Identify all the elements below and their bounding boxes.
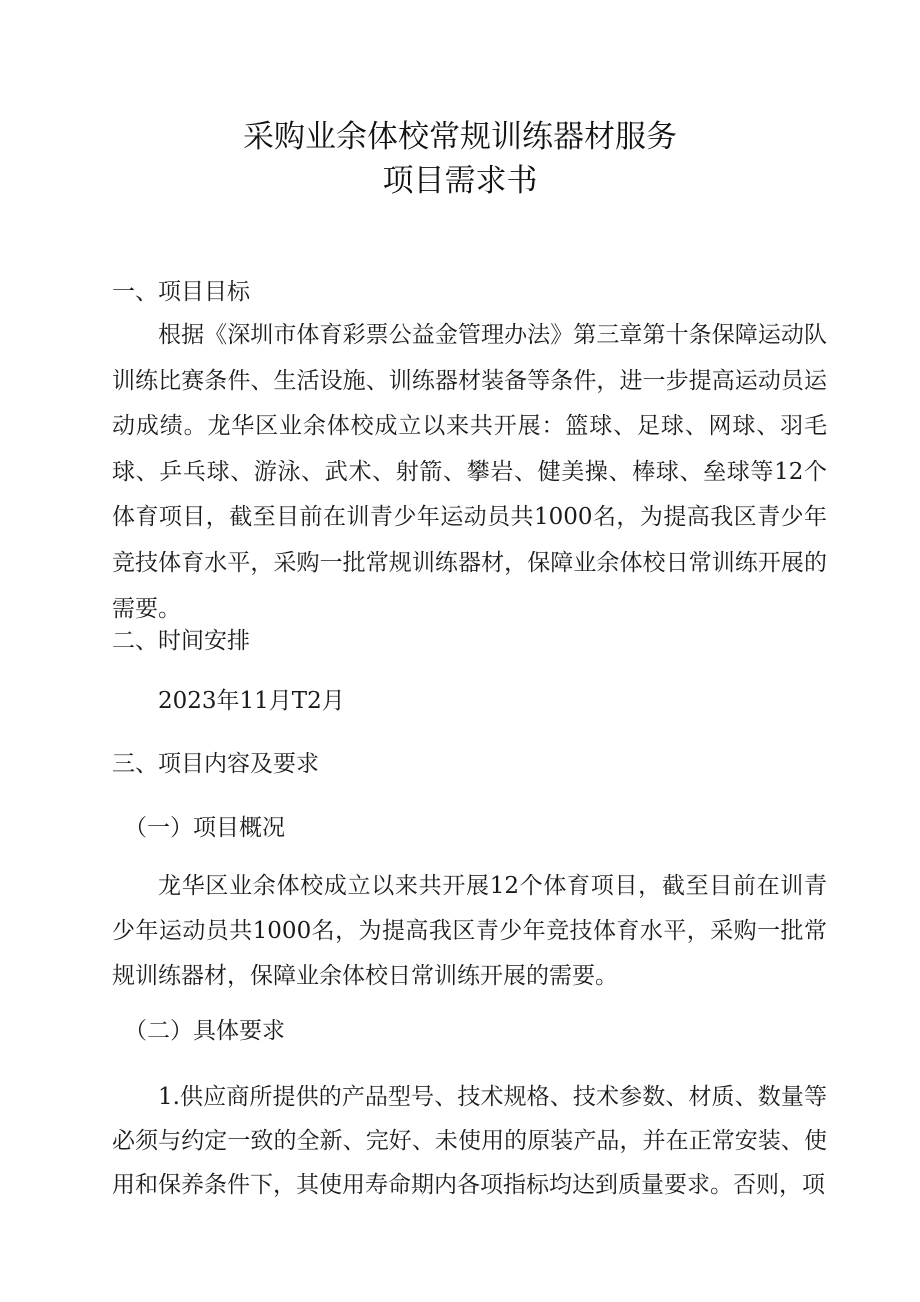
section1-paragraph: 根据《深圳市体育彩票公益金管理办法》第三章第十条保障运动队训练比赛条件、生活设施、训练器材装备等条件，进一步提高运动员运动成绩。龙华区业余体校成立以来共开展：篮球、足球、网球、羽毛球、乒乓球、游泳、武术、射箭、攀岩、健美操、棒球、垒球等12个体育项目，截至目前在训青少年运动员共1000名，为提高我区青少年竞技体育水平，采购一批常规训练器材，保障业余体校日常训练开展的需要。 (112, 322, 827, 622)
subsection1-paragraph: 龙华区业余体校成立以来共开展12个体育项目，截至目前在训青少年运动员共1000名，为提高我区青少年竞技体育水平，采购一批常规训练器材，保障业余体校日常训练开展的需要。 (112, 873, 827, 989)
section1-heading: 一、项目目标 (112, 279, 250, 305)
section3-heading: 三、项目内容及要求 (112, 751, 319, 777)
subsection2-heading: （二）具体要求 (124, 1018, 285, 1044)
subsection1-heading: （一）项目概况 (124, 815, 285, 841)
schedule-date: 2023年11月T2月 (158, 688, 345, 714)
document-title-line2: 项目需求书 (382, 163, 538, 199)
subsection2-paragraph: 1.供应商所提供的产品型号、技术规格、技术参数、材质、数量等必须与约定一致的全新、完好、未使用的原装产品，并在正常安装、使用和保养条件下，其使用寿命期内各项指标均达到质量要求。否则，项 (112, 1084, 827, 1198)
section2-heading: 二、时间安排 (112, 628, 250, 654)
document-title-line1: 采购业余体校常规训练器材服务 (243, 119, 677, 155)
